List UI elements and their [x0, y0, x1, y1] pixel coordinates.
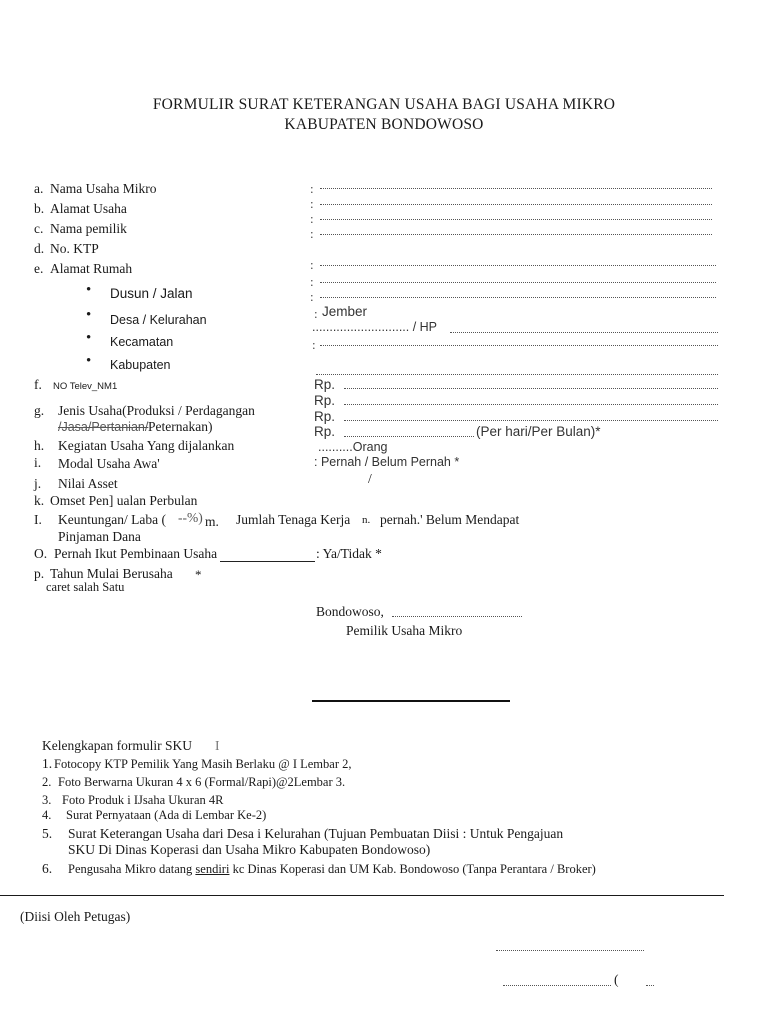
colon: : — [310, 226, 314, 241]
field-label-omset: Omset Pen] ualan Perbulan — [50, 493, 198, 508]
slash-mark: / — [368, 471, 372, 486]
colon: : — [314, 306, 318, 321]
field-label-pembinaan: Pernah Ikut Pembinaan Usaha — [54, 546, 218, 561]
signature-place: Bondowoso, — [316, 604, 384, 619]
list-item-number: 6. — [42, 861, 53, 876]
petugas-label: (Diisi Oleh Petugas) — [20, 909, 131, 924]
field-label-tenaga-kerja: Jumlah Tenaga Kerja — [236, 512, 351, 527]
field-label-modal: Modal Usaha Awa' — [58, 456, 160, 471]
pembinaan-underline — [220, 561, 315, 562]
list-item-number: 2. — [42, 775, 52, 789]
dotted-line — [320, 297, 716, 298]
field-marker: n. — [362, 514, 371, 526]
sub-label-desa: Desa / Kelurahan — [110, 313, 207, 327]
sub-label-dusun: Dusun / Jalan — [110, 286, 193, 301]
field-label-jenis-usaha-sub2: Peternakan) — [148, 419, 213, 434]
field-marker: I. — [34, 512, 42, 527]
field-marker: m. — [205, 514, 219, 529]
field-label-telp: NO Telev_NM1 — [53, 381, 118, 392]
heading-mark: I — [215, 738, 220, 753]
signature-role: Pemilik Usaha Mikro — [346, 623, 463, 638]
dotted-line — [320, 204, 712, 205]
list-item-number: 1. — [42, 756, 53, 771]
pernah-label: : Pernah / Belum Pernah * — [314, 455, 460, 469]
field-label: Nama Usaha Mikro — [50, 181, 157, 196]
colon: : — [310, 257, 314, 272]
field-marker: p. — [34, 566, 45, 581]
colon: : — [310, 289, 314, 304]
field-marker: e. — [34, 261, 44, 276]
sub-label-kabupaten: Kabupaten — [110, 358, 171, 372]
petugas-dotted-line-1[interactable] — [496, 950, 644, 951]
hp-value: ............................ / HP — [312, 320, 438, 334]
field-answer-pembinaan: : Ya/Tidak * — [316, 546, 382, 561]
rp-label: Rp. — [314, 393, 336, 408]
field-marker: j. — [34, 476, 42, 491]
note-caret: caret salah Satu — [46, 580, 125, 594]
field-label-tahun: Tahun Mulai Berusaha — [50, 566, 173, 581]
list-item-text: Fotocopy KTP Pemilik Yang Masih Berlaku @ I Lembar 2, — [54, 757, 352, 771]
dotted-line — [344, 388, 718, 389]
colon: : — [310, 181, 314, 196]
sub-label-kecamatan: Kecamatan — [110, 335, 174, 349]
field-marker: a. — [34, 181, 44, 196]
field-percent: --%) — [178, 510, 203, 525]
dotted-line — [320, 188, 712, 189]
form-title-line1: FORMULIR SURAT KETERANGAN USAHA BAGI USAHA MIKRO — [152, 96, 616, 113]
rp-label: Rp. — [314, 409, 336, 424]
asterisk-mark: * — [195, 567, 202, 582]
petugas-paren: ( — [614, 972, 619, 987]
field-marker: b. — [34, 201, 45, 216]
list-item-number: 5. — [42, 826, 53, 841]
list-item-number: 4. — [42, 808, 52, 822]
dotted-line — [320, 345, 718, 346]
field-marker: O. — [34, 546, 48, 561]
list-item-text: Foto Produk i IJsaha Ukuran 4R — [62, 793, 224, 807]
orang-label: ..........Orang — [318, 440, 388, 454]
field-marker: c. — [34, 221, 44, 236]
field-label-kegiatan: Kegiatan Usaha Yang dijalankan — [58, 438, 235, 453]
kelengkapan-heading: Kelengkapan formulir SKU — [42, 738, 192, 753]
field-marker: i. — [34, 455, 42, 470]
field-marker: g. — [34, 403, 45, 418]
dotted-line — [450, 332, 718, 333]
signature-line[interactable] — [312, 700, 510, 702]
field-marker: f. — [34, 377, 42, 392]
list-item-text: Surat Keterangan Usaha dari Desa i Kelurahan (Tujuan Pembuatan Diisi : Untuk Pengajuan — [68, 826, 564, 841]
list-item-text-b: kc Dinas Koperasi dan UM Kab. Bondowoso (Tanpa Perantara / Broker) — [232, 862, 596, 876]
colon: : — [312, 337, 316, 352]
field-label-keuntungan: Keuntungan/ Laba ( — [58, 512, 166, 527]
field-label-pinjaman: pernah.' Belum Mendapat — [380, 512, 520, 527]
list-item-text — [68, 862, 596, 877]
dotted-line — [320, 219, 712, 220]
list-item-text-cont: SKU Di Dinas Koperasi dan Usaha Mikro Kabupaten Bondowoso) — [68, 842, 431, 857]
rp-label: Rp. — [314, 424, 336, 439]
petugas-dotted-line-3 — [646, 985, 654, 986]
section-divider — [0, 895, 724, 896]
field-marker: h. — [34, 438, 45, 453]
bullet-icon: • — [86, 353, 92, 369]
dotted-line — [320, 282, 716, 283]
field-label-nilai-asset: Nilai Asset — [58, 476, 118, 491]
form-title-line2: KABUPATEN BONDOWOSO — [284, 116, 484, 133]
kabupaten-value: Jember — [322, 304, 368, 319]
field-label: Alamat Rumah — [50, 261, 133, 276]
field-label: No. KTP — [50, 241, 99, 256]
dotted-line — [320, 234, 712, 235]
bullet-icon: • — [86, 330, 92, 346]
list-item-text-underlined: sendiri — [195, 862, 230, 876]
field-label: Nama pemilik — [50, 221, 127, 236]
dotted-line — [344, 436, 474, 437]
bullet-icon: • — [86, 307, 92, 323]
field-label-jenis-usaha-sub: /Jasa/Pertanian/ — [58, 420, 149, 434]
rp-label: Rp. — [314, 377, 336, 392]
bullet-icon: • — [86, 282, 92, 298]
dotted-line — [320, 265, 716, 266]
dotted-line — [344, 404, 718, 405]
colon: : — [310, 211, 314, 226]
colon: : — [310, 274, 314, 289]
field-marker: d. — [34, 241, 45, 256]
field-label-jenis-usaha: Jenis Usaha(Produksi / Perdagangan — [58, 403, 255, 418]
list-item-number: 3. — [42, 793, 52, 807]
dotted-line — [316, 374, 718, 375]
field-marker: k. — [34, 493, 45, 508]
per-hari-label: (Per hari/Per Bulan)* — [476, 424, 601, 439]
petugas-dotted-line-2[interactable] — [503, 985, 611, 986]
list-item-text: Surat Pernyataan (Ada di Lembar Ke-2) — [66, 808, 267, 822]
dotted-line — [344, 420, 718, 421]
field-label-pinjaman-dana: Pinjaman Dana — [58, 529, 141, 544]
field-label: Alamat Usaha — [50, 201, 127, 216]
colon: : — [310, 196, 314, 211]
signature-date-dots — [392, 616, 522, 617]
list-item-text: Foto Berwarna Ukuran 4 x 6 (Formal/Rapi)@2Lembar 3. — [58, 775, 346, 789]
list-item-text-a: Pengusaha Mikro datang — [68, 862, 193, 876]
